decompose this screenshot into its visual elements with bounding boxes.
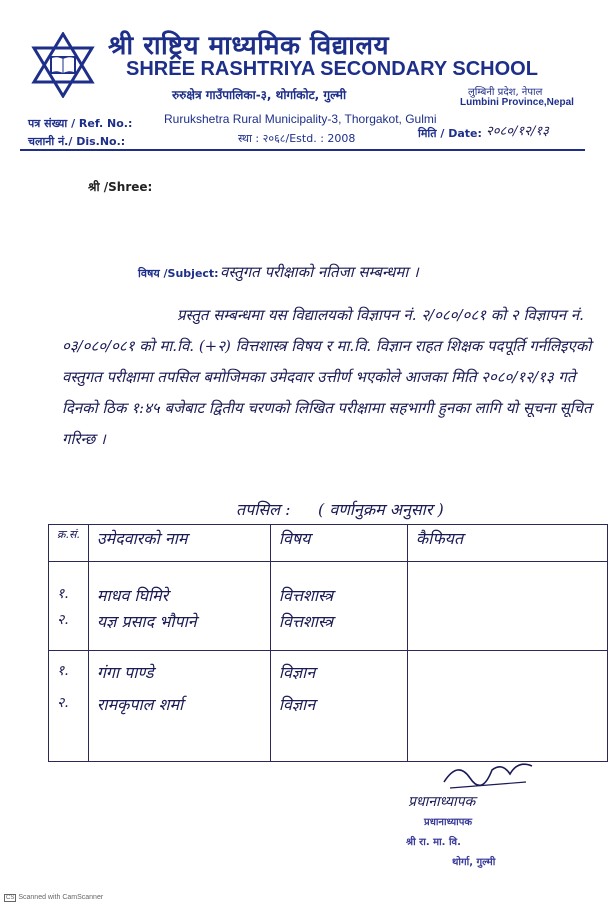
header-remarks: कैफियत — [407, 525, 607, 562]
signature-title: प्रधानाध्यापक — [408, 794, 476, 810]
row-subject: विज्ञान — [270, 651, 407, 686]
letter-body: प्रस्तुत सम्बन्धमा यस विद्यालयको विज्ञापन नं. २/०८०/०८१ को २ विज्ञापन नं. ०३/०८०/०८१ को मा.वि. (+२) वित्तशास्त्र विषय र मा.वि. विज्ञान राहत शिक्षक पदपूर्ति गर्नलिइएको वस्तुगत परीक्षामा तपसिल बमोजिमका उमेदवार उत्तीर्ण भएकोले आजका मिति २०८०/१२/१३ गते दिनको ठिक १:४५ बजेबाट द्वितीय चरणको लिखित परीक्षामा सहभागी हुनका लागि यो सूचना सूचित गरिन्छ । — [62, 306, 592, 448]
table-row — [49, 685, 608, 717]
row-subject: वित्तशास्त्र — [270, 608, 407, 634]
row-sn: २. — [49, 685, 89, 717]
header-name: उमेदवारको नाम — [88, 525, 270, 562]
header-subject: विषय — [270, 525, 407, 562]
established-year: स्था : २०६८/Estd. : 2008 — [238, 132, 356, 145]
school-name-nepali: श्री राष्ट्रिय माध्यमिक विद्यालय — [108, 31, 390, 61]
row-subject: विज्ञान — [270, 685, 407, 717]
date-value: २०८०/१२/१३ — [486, 124, 549, 139]
row-sn: २. — [49, 608, 89, 634]
scanner-text: Scanned with CamScanner — [18, 894, 104, 901]
row-subject: वित्तशास्त्र — [270, 582, 407, 608]
municipality-nepali: रुरुक्षेत्र गाउँपालिका-३, थोर्गाकोट, गुल्मी — [172, 88, 347, 102]
row-remarks — [407, 651, 607, 686]
letterhead-divider — [20, 149, 585, 151]
subject-label: विषय /Subject: — [138, 267, 219, 280]
recipient-label: श्री /Shree: — [88, 180, 153, 194]
scanner-watermark — [4, 894, 103, 902]
camscanner-icon: CS — [6, 895, 15, 901]
row-sn: १. — [49, 651, 89, 686]
date-label: मिति / Date: — [418, 127, 482, 140]
table-row — [49, 608, 608, 634]
tapasil-heading: तपसिल : — [236, 500, 291, 519]
province-english: Lumbini Province,Nepal — [460, 97, 574, 108]
row-sn: १. — [49, 582, 89, 608]
dispatch-number-label: चलानी नं./ Dis.No.: — [28, 135, 126, 148]
stamp-line: श्री रा. मा. वि. — [406, 837, 461, 848]
stamp-line: थोर्गा, गुल्मी — [452, 857, 496, 868]
row-remarks — [407, 685, 607, 717]
province-nepali: लुम्बिनी प्रदेश, नेपाल — [468, 87, 543, 98]
table-row — [49, 562, 608, 583]
table-row — [49, 582, 608, 608]
row-name: रामकृपाल शर्मा — [88, 685, 270, 717]
table-row — [49, 651, 608, 686]
row-name: गंगा पाण्डे — [88, 651, 270, 686]
subject-text: वस्तुगत परीक्षाको नतिजा सम्बन्धमा । — [220, 263, 419, 281]
row-name: माधव घिमिरे — [88, 582, 270, 608]
school-name-english: SHREE RASHTRIYA SECONDARY SCHOOL — [126, 58, 538, 80]
candidates-table — [48, 524, 608, 762]
school-logo — [30, 32, 96, 98]
row-remarks — [407, 582, 607, 608]
header-sn: क्र.सं. — [49, 525, 89, 562]
municipality-english: Rurukshetra Rural Municipality-3, Thorgakot, Gulmi — [164, 112, 437, 126]
ref-number-label: पत्र संख्या / Ref. No.: — [28, 117, 133, 130]
spacer-cell — [49, 562, 89, 583]
row-name: यज्ञ प्रसाद भौपाने — [88, 608, 270, 634]
signature-scribble — [440, 752, 540, 792]
order-note: ( वर्णानुक्रम अनुसार ) — [318, 500, 444, 519]
stamp-line: प्रधानाध्यापक — [424, 817, 473, 828]
table-header-row — [49, 525, 608, 562]
row-remarks — [407, 608, 607, 634]
